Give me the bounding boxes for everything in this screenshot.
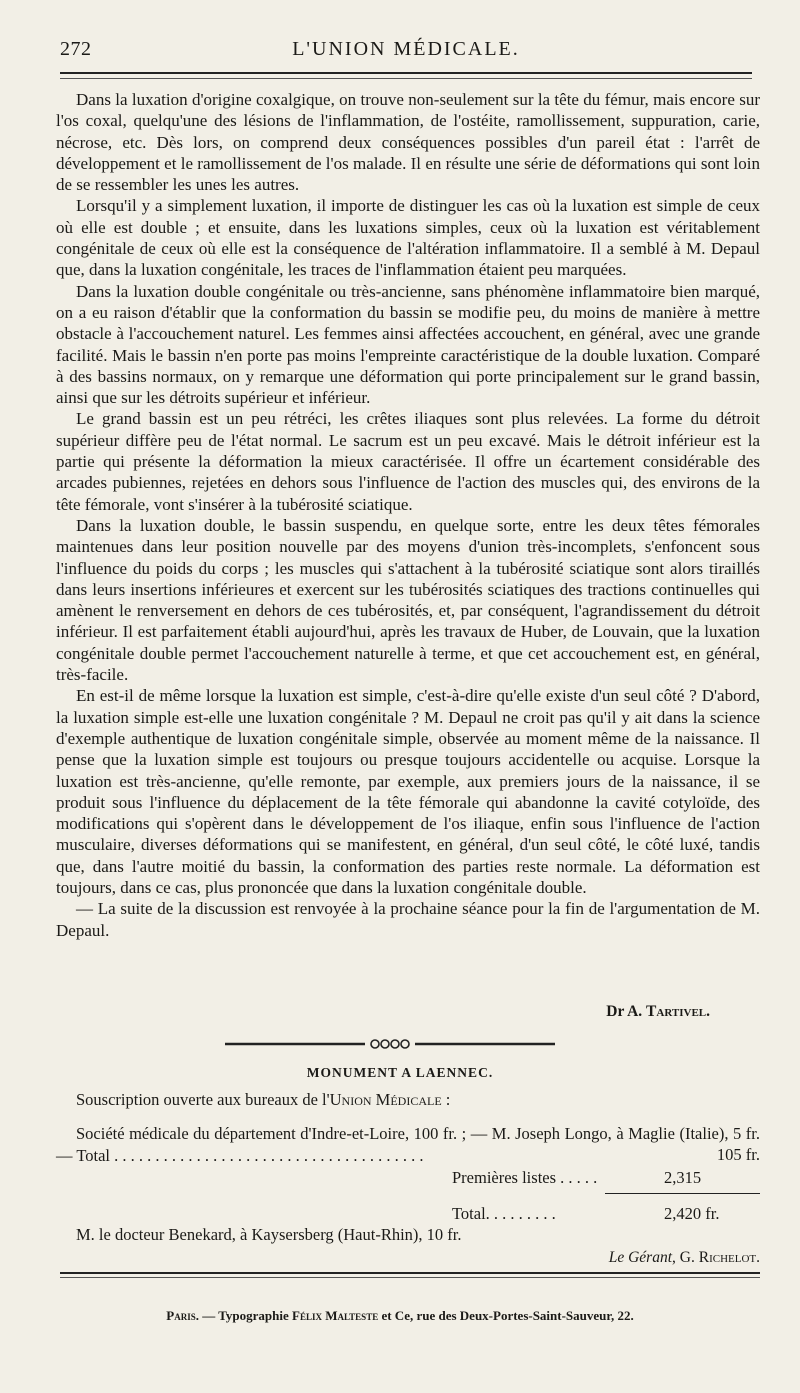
journal-title: L'UNION MÉDICALE. xyxy=(292,38,520,60)
page-number: 272 xyxy=(60,38,92,60)
imprint-text: — Typographie xyxy=(198,1308,293,1323)
paragraph: Le grand bassin est un peu rétréci, les crêtes iliaques sont plus relevées. La forme du détroit supérieur diffère peu de l'état normal. Le sacrum est un peu excavé. Mais le détroit inférieur est la partie qui présente la déformation la mieux caractérisée. Il offre un écartement considérable des arcades pubiennes, rejetées en dehors sous l'influence de l'action des muscles qui, des environs de la tête fémorale, vont s'insérer à la tubérosité sciatique. xyxy=(56,409,760,514)
imprint-address: et Ce, rue des Deux-Portes-Saint-Sauveur, 22. xyxy=(378,1308,634,1323)
paragraph: En est-il de même lorsque la luxation est simple, c'est-à-dire qu'elle existe d'un seul côté ? D'abord, la luxation simple est-elle une luxation congénitale ? M. Depaul ne croit pas qu'il y ait dans la science d'exemple authentique de luxation congénitale simple, observée au moment même de la naissance. Il pense que la luxation simple est toujours ou presque toujours accidentelle ou acquise. Lorsque la luxation est très-ancienne, qu'elle remonte, par exemple, aux premiers jours de la naissance, il se produit sous l'influence du déplacement de la tête fémorale qui abandonne la cavité cotyloïde, des modifications qui s'opèrent dans le développement de l'os iliaque, enfin sous l'influence de l'action musculaire, diverses déformations qui se manifestent, en général, d'un seul côté, le côté luxé, tandis que, dans l'autre moitié du bassin, la conformation des parties reste normale. La déformation est toujours, dans ce cas, plus prononcée que dans la luxation congénitale double. xyxy=(56,686,760,897)
subscription-entry: M. le docteur Benekard, à Kaysersberg (Haut-Rhin), 10 fr. xyxy=(76,1225,462,1244)
section-title: MONUMENT A LAENNEC. xyxy=(306,1065,494,1080)
managing-editor xyxy=(609,1249,760,1267)
signature-name: Tartivel. xyxy=(646,1003,710,1020)
total-label: Total. . . . . . . . . xyxy=(452,1204,556,1223)
subscription-intro-suffix: : xyxy=(441,1090,451,1109)
author-signature xyxy=(606,1003,710,1021)
footer-rule xyxy=(60,1272,760,1274)
gerant-separator: , G. xyxy=(672,1249,699,1266)
previous-lists-label: Premières listes . . . . . xyxy=(452,1168,598,1187)
subscription-amount: 105 fr. xyxy=(716,1145,760,1164)
paragraph: Dans la luxation double congénitale ou très-ancienne, sans phénomène inflammatoire bien marqué, on a eu raison d'établir que la conformation du bassin se modifie peu, du moins de manière à mettre obstacle à l'accouchement naturel. Les femmes ainsi affectées accouchent, en général, avec une grande facilité. Mais le bassin n'en porte pas moins l'empreinte caractéristique de la double luxation. Comparé à des bassins normaux, on y remarque une déformation qui porte principalement sur le grand bassin, ainsi que sur les détroits supérieur et inférieur. xyxy=(56,281,760,408)
gerant-name: Richelot. xyxy=(698,1249,760,1266)
signature-prefix: Dr A. xyxy=(606,1003,647,1020)
printer-imprint xyxy=(0,1308,800,1324)
page-header xyxy=(60,38,752,68)
ornament-divider xyxy=(225,1034,555,1054)
total-rule xyxy=(605,1193,760,1194)
imprint-printer: Félix Malteste xyxy=(292,1308,379,1323)
previous-lists-amount: 2,315 xyxy=(664,1168,702,1187)
subscription-entry: Société médicale du département d'Indre-et-Loire, 100 fr. ; — M. Joseph Longo, à Maglie (Italie), 5 fr. — Total . . . . . . . . . . . . . . . . . . . . . . . . . . . . . . . . . . . . . . xyxy=(56,1124,760,1165)
gerant-label: Le Gérant xyxy=(608,1249,673,1266)
subscription-intro xyxy=(76,1090,450,1110)
paragraph: Lorsqu'il y a simplement luxation, il importe de distinguer les cas où la luxation est simple de ceux où elle est double ; et ensuite, dans les luxations simples, ceux où la luxation est véritablement congénitale de ceux où elle est la conséquence de l'altération inflammatoire. Il a semblé à M. Depaul que, dans la luxation congénitale, les traces de l'inflammation étaient peu marquées. xyxy=(56,196,760,280)
header-rule-thin xyxy=(60,78,752,79)
paragraph: Dans la luxation double, le bassin suspendu, en quelque sorte, entre les deux têtes fémorales maintenues dans leur position nouvelle par des moyens d'union très-incomplets, s'enfoncent sous l'influence du poids du corps ; les muscles qui s'attachent à la tubérosité sciatique sont alors tiraillés dans leurs insertions inférieures et exercent sur les tubérosités sciatiques des tractions continuelles qui amènent le renversement en dehors de ces tubérosités, et, par conséquent, l'agrandissement du détroit inférieur. Il est parfaitement établi aujourd'hui, après les travaux de Huber, de Louvain, que la luxation congénitale double permet l'accouchement naturelle à terme, et que cet accouchement est, en général, très-facile. xyxy=(56,515,760,685)
header-rule xyxy=(60,72,752,74)
total-amount: 2,420 fr. xyxy=(664,1204,720,1223)
paragraph: Dans la luxation d'origine coxalgique, on trouve non-seulement sur la tête du fémur, mais encore sur l'os coxal, quelqu'une des lésions de l'inflammation, de l'ostéite, ramollissement, suppuration, carie, nécrose, etc. Dès lors, on comprend deux conséquences possibles d'un pareil état : l'arrêt de développement et le ramollissement de l'os malade. Il en résulte une série de déformations qui sont loin de se ressembler les unes les autres. xyxy=(56,90,760,195)
paragraph: — La suite de la discussion est renvoyée à la prochaine séance pour la fin de l'argumentation de M. Depaul. xyxy=(56,899,760,940)
journal-name: Union Médicale xyxy=(329,1090,442,1109)
article-body xyxy=(56,89,760,941)
imprint-city: Paris. xyxy=(166,1308,199,1323)
footer-rule-thin xyxy=(60,1277,760,1278)
subscription-intro-text: Souscription ouverte aux bureaux de l' xyxy=(76,1090,330,1109)
